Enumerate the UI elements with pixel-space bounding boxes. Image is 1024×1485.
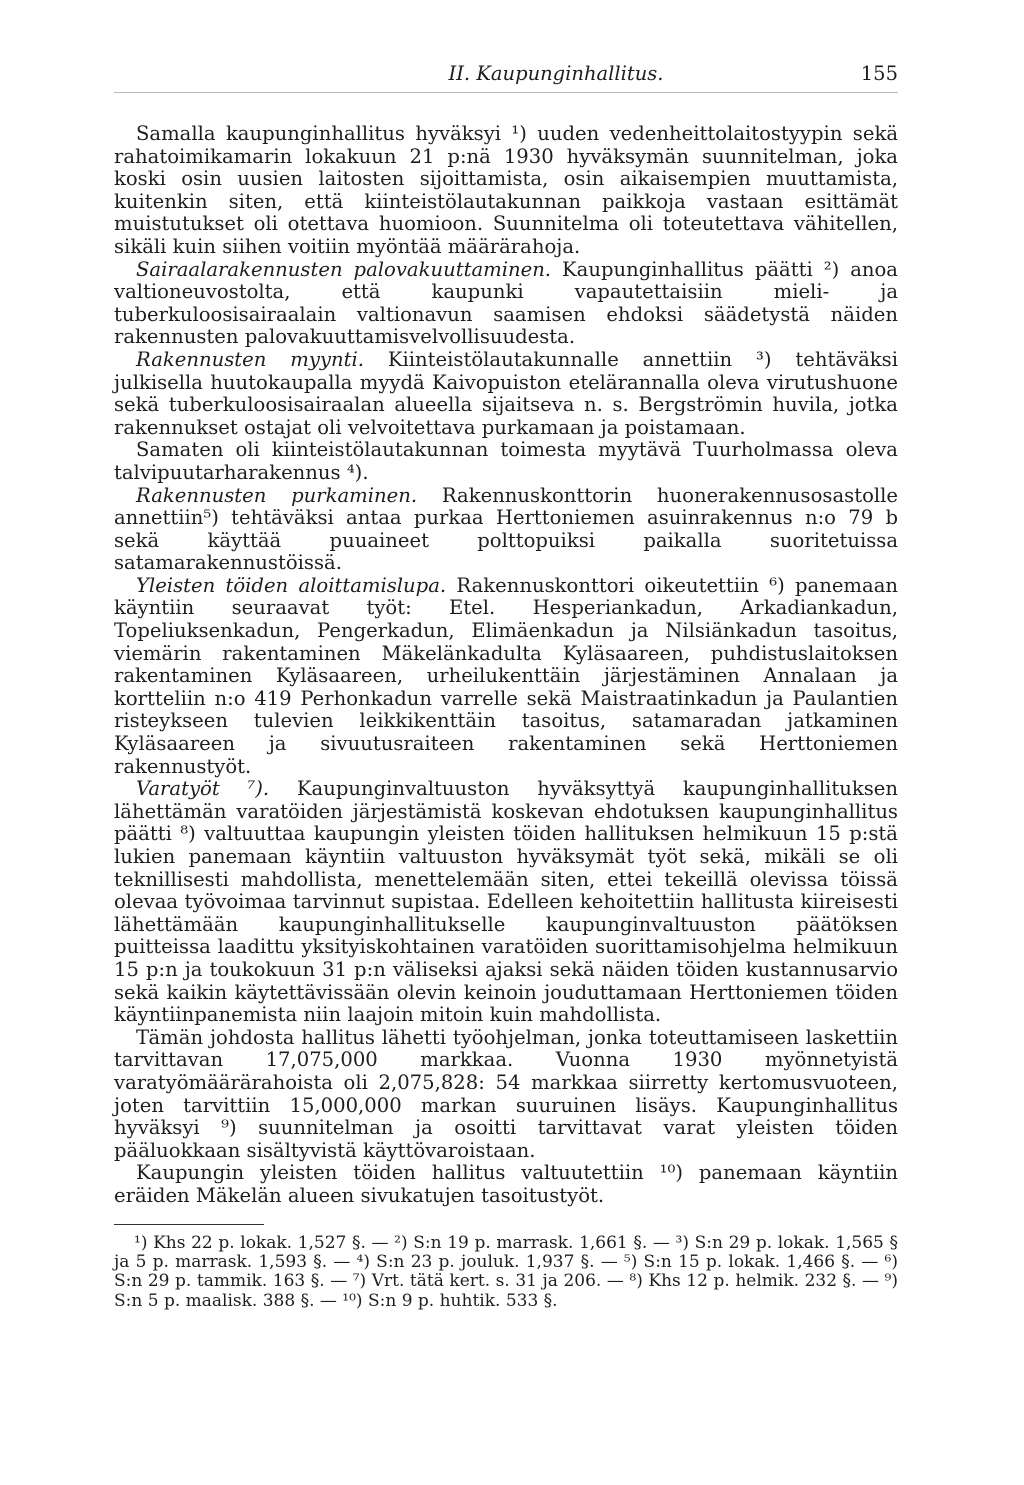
section-heading: Rakennusten purkaminen. — [136, 483, 418, 507]
paragraph: Kaupungin yleisten töiden hallitus valtuutettiin ¹⁰) panemaan käyntiin eräiden Mäkelän alueen sivukatujen tasoitustyöt. — [114, 1161, 898, 1207]
paragraph: Samalla kaupunginhallitus hyväksyi ¹) uuden vedenheittolaitostyypin sekä rahatoimikamarin lokakuun 21 p:nä 1930 hyväksymän suunnitelman, joka koski osin uusien laitosten sijoittamista, osin aikaisempien muuttamista, kuitenkin siten, että kiinteistölautakunnan paikkoja vastaan esittämät muistutukset oli otettava huomioon. Suunnitelma oli toteutettava vähitellen, sikäli kuin siihen voitiin myöntää määrärahoja. — [114, 122, 898, 258]
section-heading: Rakennusten myynti. — [136, 347, 364, 371]
section-heading: Sairaalarakennusten palovakuuttaminen. — [136, 257, 552, 281]
paragraph: Samaten oli kiinteistölautakunnan toimesta myytävä Tuurholmassa oleva talvipuutarharakennus ⁴). — [114, 438, 898, 484]
page-number: 155 — [860, 62, 898, 85]
paragraph: Tämän johdosta hallitus lähetti työohjelman, jonka toteuttamiseen laskettiin tarvittavan 17,075,000 markkaa. Vuonna 1930 myönnetyistä varatyömäärärahoista oli 2,075,828: 54 markkaa siirretty kertomusvuoteen, joten tarvittiin 15,000,000 markan suuruinen lisäys. Kaupunginhallitus hyväksyi ⁹) suunnitelman ja osoitti tarvittavat varat yleisten töiden pääluokkaan sisältyvistä käyttövaroistaan. — [114, 1025, 898, 1162]
header-rule — [114, 92, 898, 93]
paragraph: Rakennusten purkaminen. Rakennuskonttorin huonerakennusosastolle annettiin⁵) tehtäväksi antaa purkaa Herttoniemen asuinrakennus n:o 79 b sekä käyttää puuaineet polttopuiksi paikalla suoritetuissa satamarakennustöissä. — [114, 483, 898, 575]
running-title: II. Kaupunginhallitus. — [448, 62, 664, 85]
paragraph: Sairaalarakennusten palovakuuttaminen. Kaupunginhallitus päätti ²) anoa valtioneuvostolta, että kaupunki vapautettaisiin mieli- ja tuberkuloosisairaalain valtionavun saamisen ehdoksi säädetystä näiden rakennusten palovakuuttamisvelvollisuudesta. — [114, 257, 898, 349]
paragraph: Rakennusten myynti. Kiinteistölautakunnalle annettiin ³) tehtäväksi julkisella huutokaupalla myydä Kaivopuiston etelärannalla oleva virutushuone sekä tuberkuloosisairaalan alueella sijaitseva n. s. Bergströmin huvila, jotka rakennukset ostajat oli velvoitettava purkamaan ja poistamaan. — [114, 347, 898, 439]
footnotes — [114, 1234, 898, 1312]
section-heading: Yleisten töiden aloittamislupa. — [136, 573, 447, 597]
body-text — [114, 123, 898, 1208]
paragraph: Yleisten töiden aloittamislupa. Rakennuskonttori oikeutettiin ⁶) panemaan käyntiin seuraavat työt: Etel. Hesperiankadun, Arkadiankadun, Topeliuksenkadun, Pengerkadun, Elimäenkadun ja Nilsiänkadun tasoitus, viemärin rakentaminen Mäkelänkadulta Kyläsaareen, puhdistuslaitoksen rakentaminen Kyläsaareen, urheilukenttäin järjestäminen Annalaan ja kortteliin n:o 419 Perhonkadun varrelle sekä Maistraatinkadun ja Paulantien risteykseen tulevien leikkikenttäin tasoitus, satamaradan jatkaminen Kyläsaareen ja sivuutusraiteen rakentaminen sekä Herttoniemen rakennustyöt. — [114, 573, 898, 778]
section-heading: Varatyöt ⁷). — [136, 777, 270, 801]
paragraph: Varatyöt ⁷). Kaupunginvaltuuston hyväksyttyä kaupunginhallituksen lähettämän varatöiden järjestämistä koskevan ehdotuksen kaupunginhallitus päätti ⁸) valtuuttaa kaupungin yleisten töiden hallituksen helmikuun 15 p:stä lukien panemaan käyntiin valtuuston hyväksymät työt sekä, mikäli se oli teknillisesti mahdollista, menettelemään siten, ettei tekeillä olevissa töissä olevaa työvoimaa tarvinnut supistaa. Edelleen kehoitettiin hallitusta kiireisesti lähettämään kaupunginhallitukselle kaupunginvaltuuston päätöksen puitteissa laadittu yksityiskohtainen varatöiden suorittamisohjelma helmikuun 15 p:n ja toukokuun 31 p:n väliseksi ajaksi sekä näiden töiden kustannusarvio sekä kaikin käytettävissään olevin keinoin jouduttamaan Herttoniemen töiden käyntiinpanemista niin laajoin mitoin kuin mahdollista. — [114, 777, 898, 1027]
footnote-rule — [114, 1224, 264, 1225]
page-header — [114, 62, 898, 92]
footnote-text: ¹) Khs 22 p. lokak. 1,527 §. — ²) S:n 19 p. marrask. 1,661 §. — ³) S:n 29 p. lokak. 1,565 § ja 5 p. marrask. 1,593 §. — ⁴) S:n 23 p. jouluk. 1,937 §. — ⁵) S:n 15 p. lokak. 1,466 §. — ⁶) S:n 29 p. tammik. 163 §. — ⁷) Vrt. tätä kert. s. 31 ja 206. — ⁸) Khs 12 p. helmik. 232 §. — ⁹) S:n 5 p. maalisk. 388 §. — ¹⁰) S:n 9 p. huhtik. 533 §. — [114, 1232, 898, 1311]
